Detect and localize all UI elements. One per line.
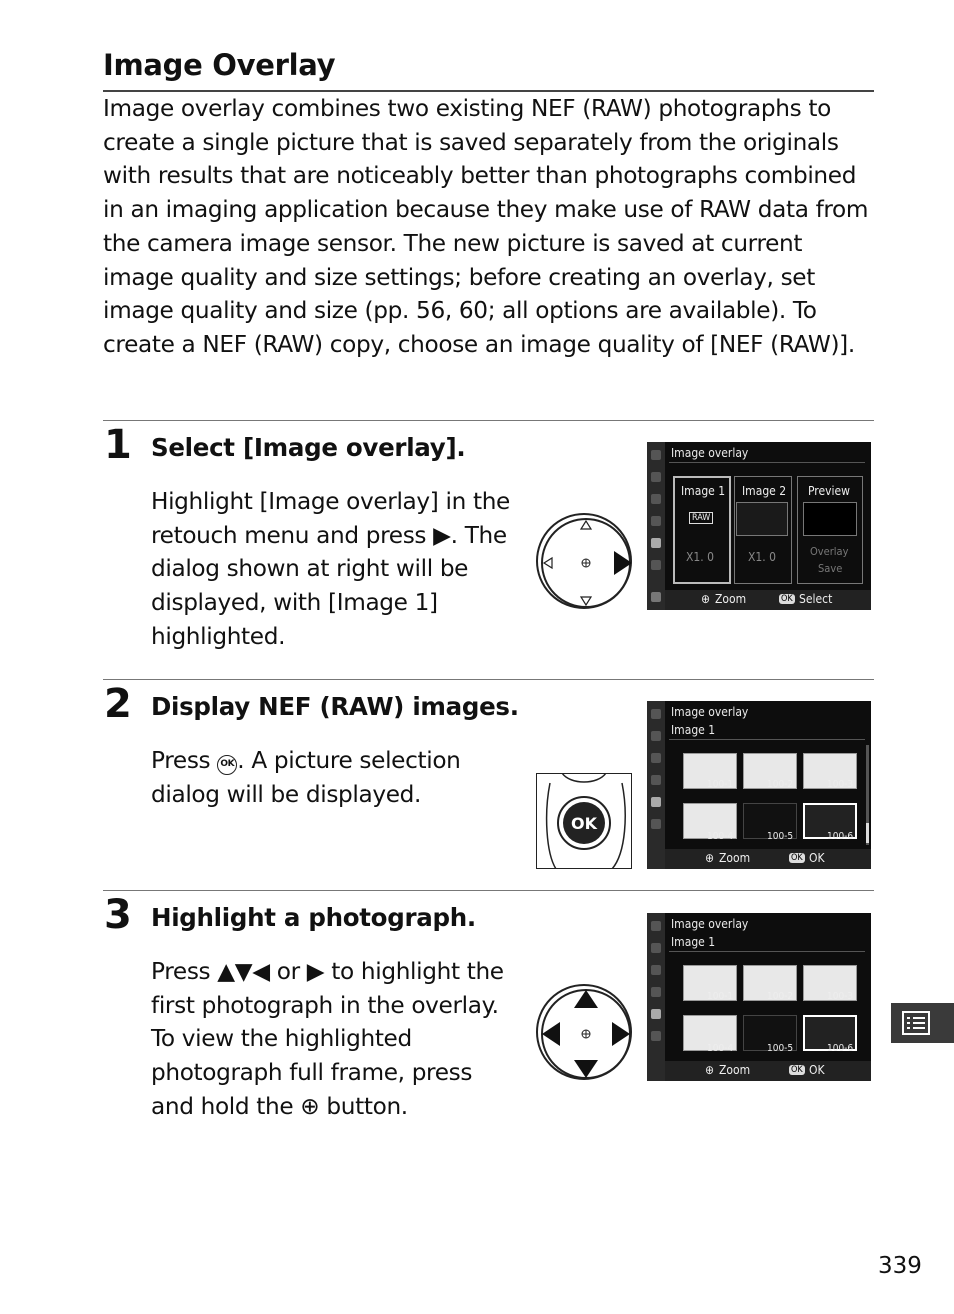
lcd-screen-1 [647,442,871,610]
thumb-label-1: 100-1 [707,991,734,1002]
ok-icon: OK [791,1065,803,1075]
lcd-title-underline [669,462,865,463]
zoom-in-button-icon: ⊕ [300,1092,320,1120]
ok-button-icon: OK [217,755,237,775]
menu-tab-strip [647,442,665,610]
image-1-label: Image 1 [681,484,726,498]
preview-label: Preview [808,484,850,498]
save-option[interactable]: Save [818,562,843,575]
step-2-heading: Display NEF (RAW) images. [151,692,519,721]
ok-button-label: OK [571,814,597,833]
thumb-label-3: 100-3 [827,991,854,1002]
step-2-body [151,744,521,811]
step-3-body-pre: Press ▲▼◀ or ▶ to highlight the first photograph in the overlay. To view the highlighted photograph full frame, press and hold the [151,958,504,1120]
lcd-title: Image overlay [671,446,749,460]
lcd-divider [669,951,865,952]
scrollbar[interactable] [866,745,869,845]
retouch-menu-icon [891,1003,954,1043]
step-2-body-post: . A picture selection dialog will be displayed. [151,747,461,808]
step-3-rule [103,890,874,891]
zoom-icon: ⊕ [705,851,715,865]
lcd-subtitle: Image 1 [671,723,716,737]
lcd-title: Image overlay [671,705,749,719]
thumb-label-4: 100-4 [707,1043,734,1054]
zoom-hint: Zoom [719,1063,751,1077]
thumb-label-6: 100-6 [827,831,854,842]
lcd-subtitle: Image 1 [671,935,716,949]
lcd-divider [669,739,865,740]
thumb-label-2: 100-2 [767,779,794,790]
step-1-body: Highlight [Image overlay] in the retouch menu and press ▶. The dialog shown at right will be displayed, with [Image 1] highlighted. [151,488,510,650]
image-1-gain: X1. 0 [686,550,714,564]
preview-empty-thumb [803,502,857,536]
page-number: 339 [878,1253,922,1279]
thumb-label-4: 100-4 [707,831,734,842]
thumb-label-3: 100-3 [827,779,854,790]
ok-icon: OK [781,594,793,604]
retouch-menu-section-tab [891,1003,954,1043]
thumb-label-5: 100-5 [767,831,794,842]
lcd-footer [665,1061,871,1081]
step-2-rule [103,679,874,680]
step-3-body-post: button. [319,1092,408,1120]
raw-badge: RAW [689,512,713,524]
step-1-number: 1 [104,422,132,468]
lcd-footer [665,590,871,610]
menu-tab-strip [647,701,665,869]
select-hint: Select [799,592,833,606]
thumb-label-5: 100-5 [767,1043,794,1054]
page-title: Image Overlay [103,48,336,82]
multi-selector-all-diagram [536,984,632,1080]
zoom-icon: ⊕ [705,1063,715,1077]
multi-selector-right-diagram [536,513,632,609]
step-2-body-pre: Press [151,747,218,774]
multi-selector-icon [538,986,634,1082]
lcd-screen-3 [647,913,871,1081]
multi-selector-icon [538,515,634,611]
zoom-hint: Zoom [719,851,751,865]
image-2-label: Image 2 [742,484,787,498]
step-2-number: 2 [104,681,132,727]
lcd-footer [665,849,871,869]
image-2-gain: X1. 0 [748,550,776,564]
step-3-number: 3 [104,892,132,938]
step-3-heading: Highlight a photograph. [151,903,476,932]
thumb-label-6: 100-6 [827,1043,854,1054]
image-2-empty-thumb [736,502,788,536]
ok-hint: OK [809,851,825,865]
step-3-body [151,955,511,1124]
menu-tab-strip [647,913,665,1081]
step-1-rule [103,420,874,421]
thumb-label-1: 100-1 [707,779,734,790]
step-1-heading: Select [Image overlay]. [151,433,466,462]
ok-icon: OK [791,853,803,863]
thumb-label-2: 100-2 [767,991,794,1002]
intro-paragraph: Image overlay combines two existing NEF (RAW) photographs to create a single picture that is saved separately from the originals with results that are noticeably better than photographs combined in an imaging application because they make use of RAW data from the camera image sensor. The new picture is saved at current image quality and size settings; before creating an overlay, set image quality and size (pp. 56, 60; all options are available). To create a NEF (RAW) copy, choose an image quality of [NEF (RAW)]. [103,95,869,358]
overlay-option[interactable]: Overlay [810,545,849,558]
lcd-title: Image overlay [671,917,749,931]
zoom-icon: ⊕ [701,592,711,606]
lcd-screen-2 [647,701,871,869]
zoom-hint: Zoom [715,592,747,606]
ok-hint: OK [809,1063,825,1077]
ok-button-diagram [536,773,632,869]
